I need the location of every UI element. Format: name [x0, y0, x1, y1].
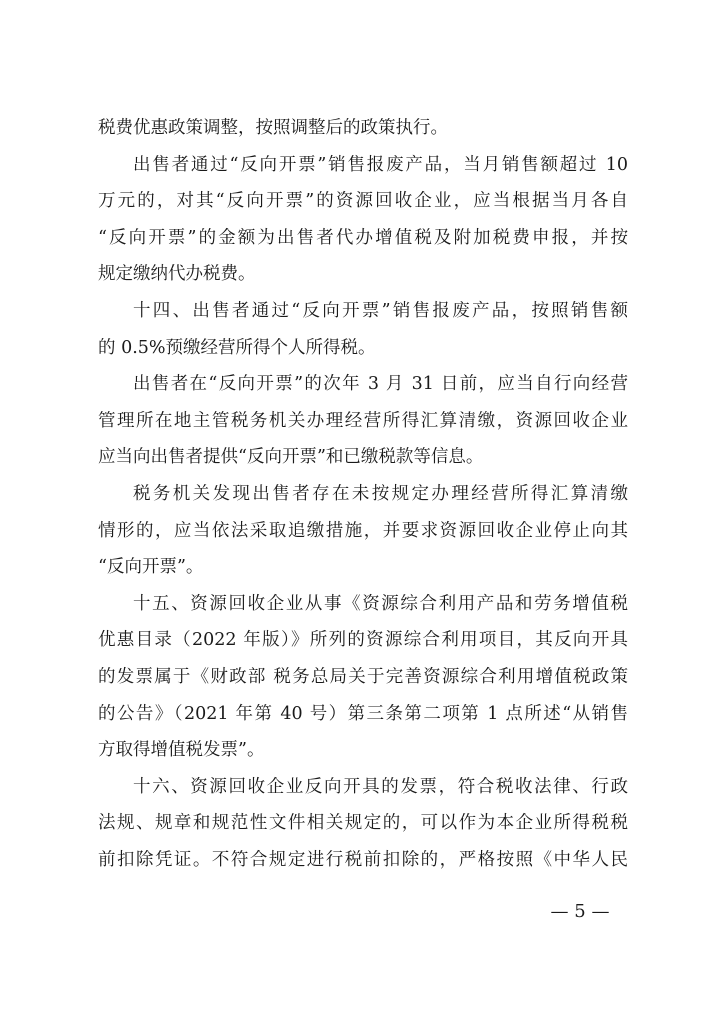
- text-line: 税务机关发现出售者存在未按规定办理经营所得汇算清缴: [133, 483, 628, 504]
- page-number: — 5 —: [550, 901, 610, 922]
- text-line: 前扣除凭证。不符合规定进行税前扣除的，严格按照《中华人民: [98, 849, 628, 870]
- text-line: 应当向出售者提供“反向开票”和已缴税款等信息。: [98, 447, 484, 468]
- text-line: 优惠目录（2022 年版）》所列的资源综合利用项目，其反向开具: [98, 630, 628, 651]
- text-line: 十四、出售者通过“反向开票”销售报废产品，按照销售额: [133, 300, 628, 321]
- text-line: 的 0.5%预缴经营所得个人所得税。: [98, 337, 376, 358]
- text-line: 税费优惠政策调整，按照调整后的政策执行。: [98, 118, 448, 138]
- text-line: 方取得增值税发票”。: [98, 740, 265, 761]
- text-line: 万元的，对其“反向开票”的资源回收企业，应当根据当月各自: [98, 191, 628, 212]
- text-line: 情形的，应当依法采取追缴措施，并要求资源回收企业停止向其: [98, 520, 628, 541]
- text-line: 的公告》（2021 年第 40 号）第三条第二项第 1 点所述“从销售: [98, 703, 628, 724]
- text-line: 出售者在“反向开票”的次年 3 月 31 日前，应当自行向经营: [133, 374, 628, 395]
- document-body: [98, 110, 628, 878]
- text-line: 法规、规章和规范性文件相关规定的，可以作为本企业所得税税: [98, 813, 628, 834]
- text-line: 出售者通过“反向开票”销售报废产品，当月销售额超过 10: [133, 154, 628, 175]
- text-line: 十五、资源回收企业从事《资源综合利用产品和劳务增值税: [133, 593, 628, 614]
- text-line: “反向开票”的金额为出售者代办增值税及附加税费申报，并按: [98, 227, 628, 248]
- text-line: 的发票属于《财政部 税务总局关于完善资源综合利用增值税政策: [98, 666, 628, 687]
- text-line: “反向开票”。: [98, 557, 204, 578]
- text-line: 十六、资源回收企业反向开具的发票，符合税收法律、行政: [133, 776, 628, 797]
- text-line: 管理所在地主管税务机关办理经营所得汇算清缴，资源回收企业: [98, 410, 628, 431]
- text-line: 规定缴纳代办税费。: [98, 264, 256, 285]
